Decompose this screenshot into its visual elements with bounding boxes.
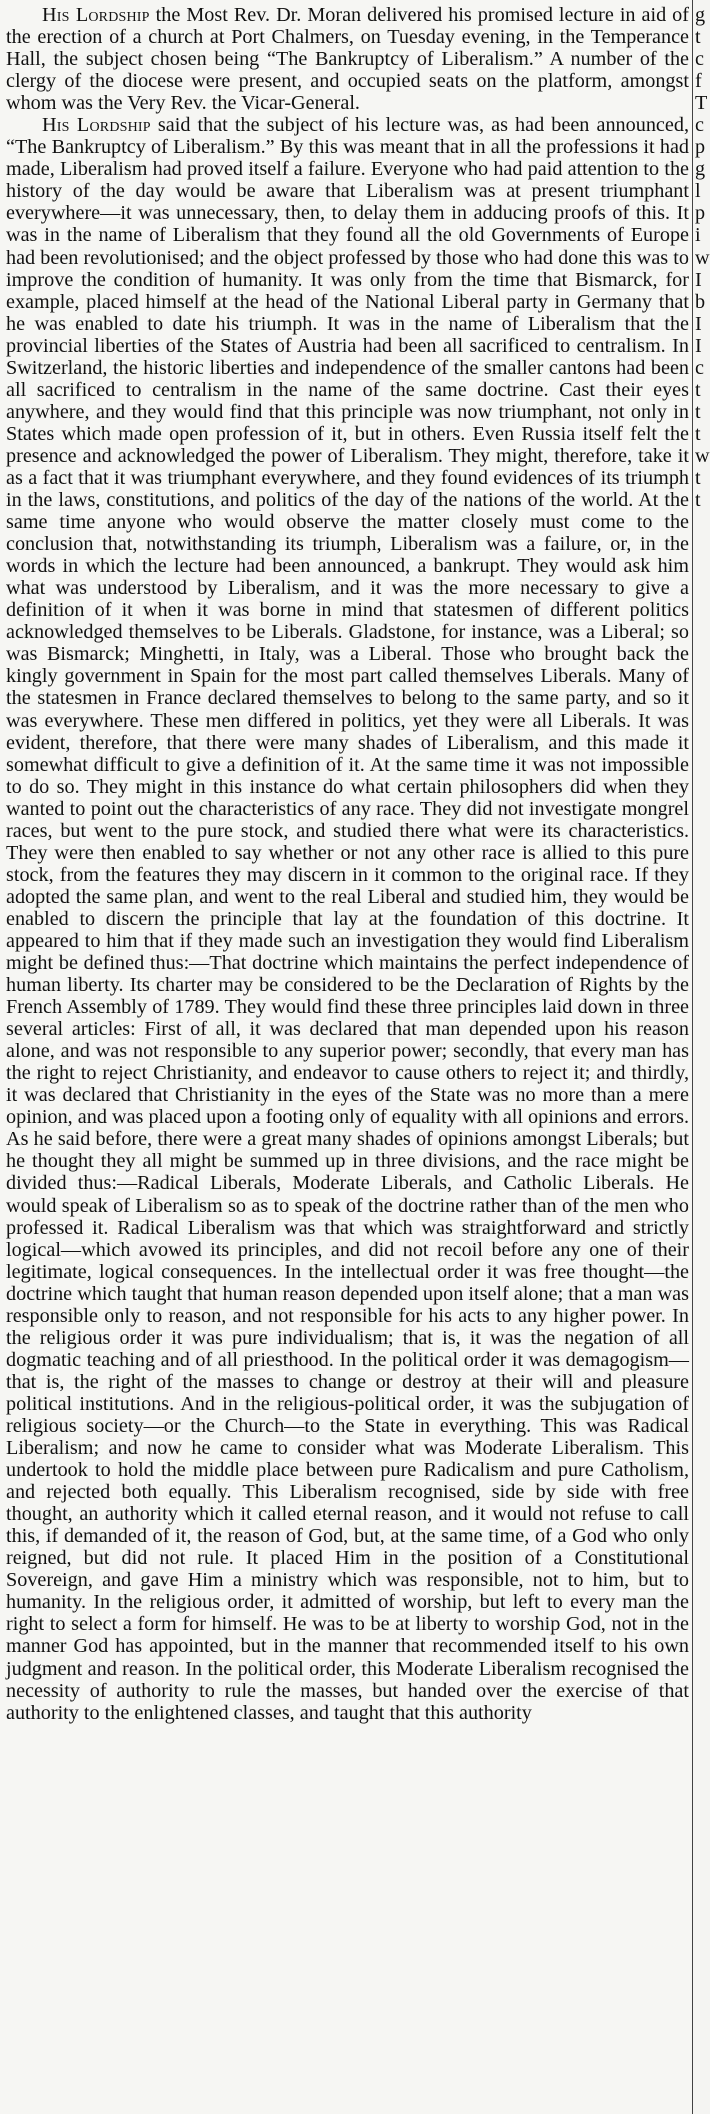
paragraph-2-body: said that the subject of his lecture was, as had been announced, “The Bankruptcy of Liberalism.” By this was meant that in all the professions it had made, Liberalism had proved itself a failure. Everyone who had paid attention to the history of the day would be aware that Liberalism was at present triumphant everywhere—it was unnecessary, then, to delay them in adducing proofs of this. It was in the name of Liberalism that they found all the old Governments of Europe had been revolutionised; and the object professed by those who had done this was to improve the condition of humanity. It was only from the time that Bismarck, for example, placed himself at the head of the National Liberal party in Germany that he was enabled to date his triumph. It was in the name of Liberalism that the provincial liberties of the States of Austria had been all sacrificed to centralism. In Switzerland, the historic liberties and independence of the smaller cantons had been all sacrificed to centralism in the name of the same doctrine. Cast their eyes anywhere, and they would find that this principle was now triumphant, not only in States which made open profession of it, but in others. Even Russia itself felt the presence and acknowledged the power of Liberalism. They might, therefore, take it as a fact that it was triumphant everywhere, and they found evidences of its triumph in the laws, constitutions, and politics of the day of the nations of the world. At the same time anyone who would observe the matter closely must come to the conclusion that, notwithstanding its triumph, Liberalism was a failure, or, in the words in which the lecture had been announced, a bankrupt. They would ask him what was understood by Liberalism, and it was the more necessary to give a definition of it when it was borne in mind that statesmen of different politics acknowledged themselves to be Liberals. Gladstone, for instance, was a Liberal; so was Bismarck; Minghetti, in Italy, was a Liberal. Those who brought back the kingly government in Spain for the most part called themselves Liberals. Many of the statesmen in France declared themselves to belong to the same party, and so it was everywhere. These men differed in politics, yet they were all Liberals. It was evident, therefore, that there were many shades of Liberalism, and this made it somewhat difficult to give a definition of it. At the same time it was not impossible to do so. They might in this instance do what certain philosophers did when they wanted to point out the characteristics of any race. They did not investigate mongrel races, but went to the pure stock, and studied there what were its characteristics. They were then enabled to say whether or not any other race is allied to this pure stock, from the features they may discern in it common to the original race. If they adopted the same plan, and went to the real Liberal and studied him, they would be enabled to discern the principle that lay at the foundation of this doctrine. It appeared to him that if they made such an investigation they would find Liberalism might be defined thus:—That doctrine which maintains the perfect independence of human liberty. Its charter may be considered to be the Declaration of Rights by the French Assembly of 1789. They would find these three principles laid down in three several articles: First of all, it was declared that man depended upon his reason alone, and was not responsible to any superior power; secondly, that every man has the right to reject Christianity, and endeavor to cause others to reject it; and thirdly, it was declared that Christianity in the eyes of the State was no more than a mere opinion, and was placed upon a footing only of equality with all opinions and errors. As he said before, there were a great many shades of opinions amongst Liberals; but he thought they all might be summed up in three divisions, and the race might be divided thus:—Radical Liberals, Moderate Liberals, and Catholic Liberals. He would speak of Liberalism so as to speak of the doctrine rather than of the men who professed it. Radical Liberalism was that which was straightforward and strictly logical—which avowed its principles, and did not recoil before any one of their legitimate, logical consequences. In the intellectual order it was free thought—the doctrine which taught that human reason depended upon itself alone; that a man was responsible only to reason, and not responsible for his acts to any higher power. In the religious order it was pure individualism; that is, it was the negation of all dogmatic teaching and of all priesthood. In the political order it was demagogism—that is, the right of the masses to change or destroy at their will and pleasure political institutions. And in the religious-political order, it was the subjugation of religious society—or the Church—to the State in everything. This was Radical Liberalism; and now he came to consider what was Moderate Liberalism. This undertook to hold the middle place between pure Radicalism and pure Catholism, and rejected both equally. This Liberalism recognised, side by side with free thought, an authority which it called eternal reason, and it would not refuse to call this, if demanded of it, the reason of God, but, at the same time, of a God who only reigned, but did not rule. It placed Him in the position of a Constitutional Sovereign, and gave Him a ministry which was responsible, not to him, but to humanity. In the religious order, it admitted of worship, but left to every man the right to select a form for himself. He was to be at liberty to worship God, not in the manner God has appointed, but in the manner that recommended itself to his own judgment and reason. In the political order, this Moderate Liberalism recognised the necessity of authority to rule the masses, but handed over the exercise of that authority to the enlightened classes, and taught that this authority [6,114,689,1724]
paragraph-1-lead: His Lordship [42,4,150,26]
paragraph-1-body: the Most Rev. Dr. Moran delivered his promised lecture in aid of the erection of a church at Port Chalmers, on Tuesday evening, in the Temperance Hall, the subject chosen being “The Bankruptcy of Liberalism.” A number of the clergy of the diocese were present, and occupied seats on the platform, amongst whom was the Very Rev. the Vicar-General. [6,4,689,115]
article-paragraph-2 [6,114,689,1723]
column-rule [692,0,693,2114]
paragraph-2-lead: His Lordship [42,114,151,137]
article-column [6,4,689,1724]
article-paragraph-1 [6,4,689,114]
adjacent-column-fragment: g t c f T c p g l p i w I b I I c t t t w t t [695,4,710,512]
